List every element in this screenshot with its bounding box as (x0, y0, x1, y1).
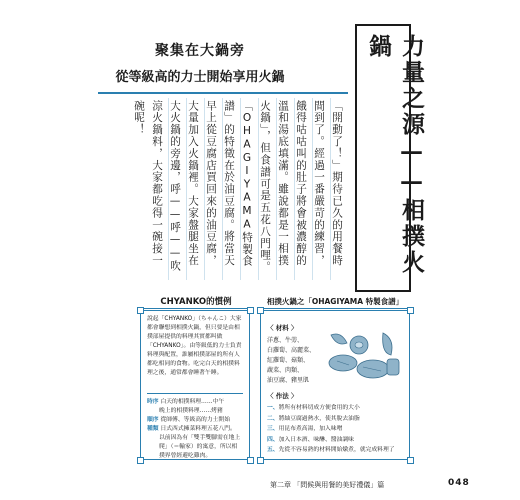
step-text: 用昆布煮高湯，加入味噌 (278, 426, 343, 432)
row-text: 從師傅、等級高的力士開始 (160, 417, 231, 423)
row-2 (147, 416, 243, 425)
step-text: 先從不容易熟的材料開始燉煮，就完成料理了 (278, 447, 395, 453)
row-label: 順序 (147, 417, 159, 423)
ingredient-item: 洋蔥、牛蒡、 (267, 337, 304, 344)
row-label: 種類 (147, 426, 159, 432)
ingredient-list (267, 336, 315, 386)
vertical-body-text: 「開動了！」期待已久的用餐時間到了。經過一番嚴苛的練習，餓得咕咕叫的肚子將會被濃醇的溫和湯底填滿。雖說都是一相撲火鍋」，但食譜可是五花八門哩。「OHAGIYAMA特製食譜」的特徵在於油豆腐。將當天早上從豆腐店買回來的油豆腐，大量加入火鍋裡。大家盤腿坐在大火鍋的旁邊，呼——呼——吹涼火鍋料，大家都吃得一碗接一碗呢！ (133, 100, 343, 274)
row-label: 時序 (147, 399, 159, 405)
step-item (267, 435, 407, 446)
ingredients-head: 〈 材料 〉 (267, 324, 298, 332)
left-box-divider (140, 308, 254, 309)
right-box-frame (260, 310, 410, 460)
step-number: 一、 (267, 405, 279, 411)
vertical-title: 力量之源——相撲火鍋 (365, 34, 425, 276)
step-text: 將所有材料切成方便食用的大小 (278, 405, 360, 411)
row-text: 日式西式擁菜料理五花八門。 (160, 426, 236, 432)
left-box-title: CHYANKO的慣例 (160, 297, 232, 307)
footer-chapter: 第二章 「問候與用餐的美好禮儀」篇 (270, 481, 385, 489)
left-box-paragraph: 說起「CHYANKO」（ちゃんこ）大家都會聯想到相撲火鍋，但只要是由相撲部屋提供的料理其實都叫做「CHYANKO」。由等級低的力士負責料理與配置，誰屬相撲部屋的所有人都吃相同的食物。吃完白天的相撲料理之後，通常都會睡著午睡。 (147, 316, 242, 376)
header-rule (98, 92, 348, 94)
ingredient-item: 紅蘿蔔、菇類、 (267, 357, 310, 364)
steps-head: 〈 作法 〉 (267, 392, 298, 400)
step-item (267, 445, 407, 456)
step-item (267, 403, 407, 414)
row-1-cont: 晚上的相撲料理……烤豬 (159, 408, 223, 414)
ingredient-item: 白蘿蔔、高麗菜、 (267, 347, 316, 354)
left-box-frame (140, 310, 250, 460)
step-list (267, 403, 407, 456)
step-item (267, 414, 407, 425)
row-3 (147, 425, 243, 434)
step-number: 二、 (267, 415, 279, 422)
left-box-rows (147, 398, 243, 461)
header-line2: 從等級高的力士開始享用火鍋 (115, 70, 285, 85)
ingredient-item: 蔬菜、肉類、 (267, 367, 304, 374)
stew-illustration-icon (323, 323, 405, 385)
step-number: 五、 (267, 447, 279, 453)
row-text: 白天的相撲料理……中午 (160, 399, 225, 405)
left-box-mid-rule (147, 393, 243, 394)
header-block (100, 40, 300, 85)
header-line1: 聚集在大鍋旁 (155, 43, 245, 59)
step-item (267, 424, 407, 435)
step-text: 加入日本酒、味醂、醬油調味 (278, 436, 354, 443)
right-box-divider (260, 308, 410, 309)
row-1 (147, 398, 243, 407)
row-3-cont: 以前因為有「雙手雙腳需在地上爬」（＝輸家）的寓意，所以相撲界曾經避吃雞肉。 (159, 435, 241, 459)
ingredient-item: 油豆腐、豬里肌 (267, 377, 310, 384)
page-number: 048 (448, 478, 470, 488)
step-number: 三、 (267, 426, 279, 432)
right-box-title: 相撲火鍋之「OHAGIYAMA 特製食譜」 (266, 297, 404, 306)
step-text: 將紬豆腐過熱水，使其脫去油脂 (278, 415, 360, 422)
step-number: 四、 (267, 436, 279, 443)
